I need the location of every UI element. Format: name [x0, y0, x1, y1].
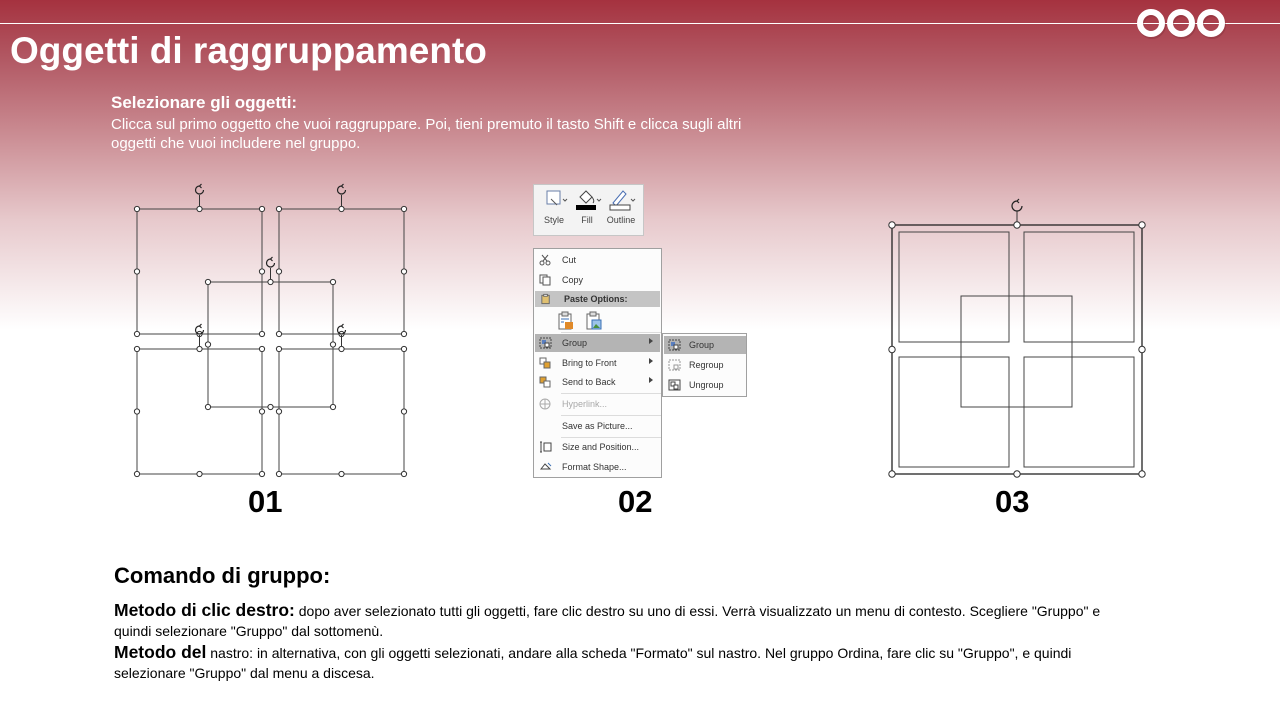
- send-to-back-icon: [539, 376, 552, 388]
- scissors-icon: [539, 254, 552, 266]
- resize-handle: [1139, 346, 1145, 352]
- menu-item-copy[interactable]: Copy: [535, 271, 660, 289]
- rotate-handle-icon: [1012, 199, 1022, 211]
- context-menu: [533, 248, 662, 478]
- ribbon-fill-button[interactable]: Fill: [570, 185, 604, 235]
- menu-item-size-and-position[interactable]: Size and Position...: [535, 438, 660, 456]
- command-heading: Comando di gruppo:: [114, 563, 331, 588]
- resize-handle: [1014, 471, 1020, 477]
- submenu-item-regroup[interactable]: Regroup: [664, 356, 746, 374]
- group-submenu: [662, 333, 747, 397]
- right-click-method: [114, 600, 1114, 641]
- resize-handle: [1014, 222, 1020, 228]
- format-shape-icon: [539, 461, 552, 473]
- ungroup-icon: [668, 379, 681, 391]
- submenu-item-ungroup[interactable]: Ungroup: [664, 376, 746, 394]
- select-heading: Selezionare gli oggetti:: [111, 93, 298, 112]
- menu-item-format-shape[interactable]: Format Shape...: [535, 458, 660, 476]
- ribbon-shape-format: [533, 184, 644, 236]
- hyperlink-icon: [539, 398, 552, 410]
- menu-item-bring-to-front[interactable]: Bring to Front: [535, 354, 660, 372]
- ribbon-method-label: Metodo del: [114, 642, 207, 662]
- ribbon-method-text: nastro: in alternativa, con gli oggetti selezionati, andare alla scheda "Formato" sul nastro. Nel gruppo Ordina, fare clic su "Gruppo", e quindi selezionare "Gruppo" dal menu a discesa.: [114, 645, 1072, 681]
- step-number-03: 03: [995, 484, 1030, 519]
- resize-handle: [1139, 222, 1145, 228]
- step-number-01: 01: [248, 484, 283, 519]
- resize-handle: [889, 222, 895, 228]
- group-icon: [539, 337, 552, 349]
- ribbon-method: [114, 642, 1114, 683]
- clipboard-icon: [540, 293, 552, 305]
- menu-item-hyperlink: Hyperlink...: [535, 395, 660, 413]
- submenu-arrow-icon: [649, 358, 653, 364]
- shape-style-icon: [537, 185, 571, 213]
- copy-icon: [539, 274, 552, 286]
- paste-keep-formatting-icon[interactable]: [556, 311, 576, 331]
- menu-item-group[interactable]: Group: [535, 334, 660, 352]
- bring-to-front-icon: [539, 357, 552, 369]
- fill-bucket-icon: [570, 185, 604, 213]
- resize-handle: [1139, 471, 1145, 477]
- outline-pen-icon: [604, 185, 638, 213]
- right-click-method-text: dopo aver selezionato tutti gli oggetti, fare clic destro su uno di essi. Verrà visualizzato un menu di contesto. Scegliere "Gruppo" e quindi selezionare "Gruppo" dal sottomenù.: [114, 603, 1101, 639]
- page-title: Oggetti di raggruppamento: [10, 30, 487, 71]
- menu-item-send-to-back[interactable]: Send to Back: [535, 373, 660, 391]
- right-click-method-label: Metodo di clic destro:: [114, 600, 295, 620]
- submenu-arrow-icon: [649, 377, 653, 383]
- step-number-02: 02: [618, 484, 653, 519]
- submenu-arrow-icon: [649, 338, 653, 344]
- paste-options-header: Paste Options:: [535, 291, 660, 307]
- ribbon-style-button[interactable]: Style: [537, 185, 571, 235]
- paste-picture-icon[interactable]: [584, 311, 604, 331]
- resize-handle: [889, 471, 895, 477]
- select-description: Clicca sul primo oggetto che vuoi raggruppare. Poi, tieni premuto il tasto Shift e clicca sugli altri oggetti che vuoi includere nel gruppo.: [111, 116, 742, 152]
- group-icon: [668, 339, 681, 351]
- ribbon-outline-button[interactable]: Outline: [604, 185, 638, 235]
- submenu-item-group[interactable]: Group: [664, 336, 746, 354]
- menu-item-cut[interactable]: Cut: [535, 251, 660, 269]
- regroup-icon: [668, 359, 681, 371]
- menu-item-save-as-picture[interactable]: Save as Picture...: [562, 421, 633, 431]
- resize-handle: [889, 346, 895, 352]
- size-position-icon: [539, 441, 552, 453]
